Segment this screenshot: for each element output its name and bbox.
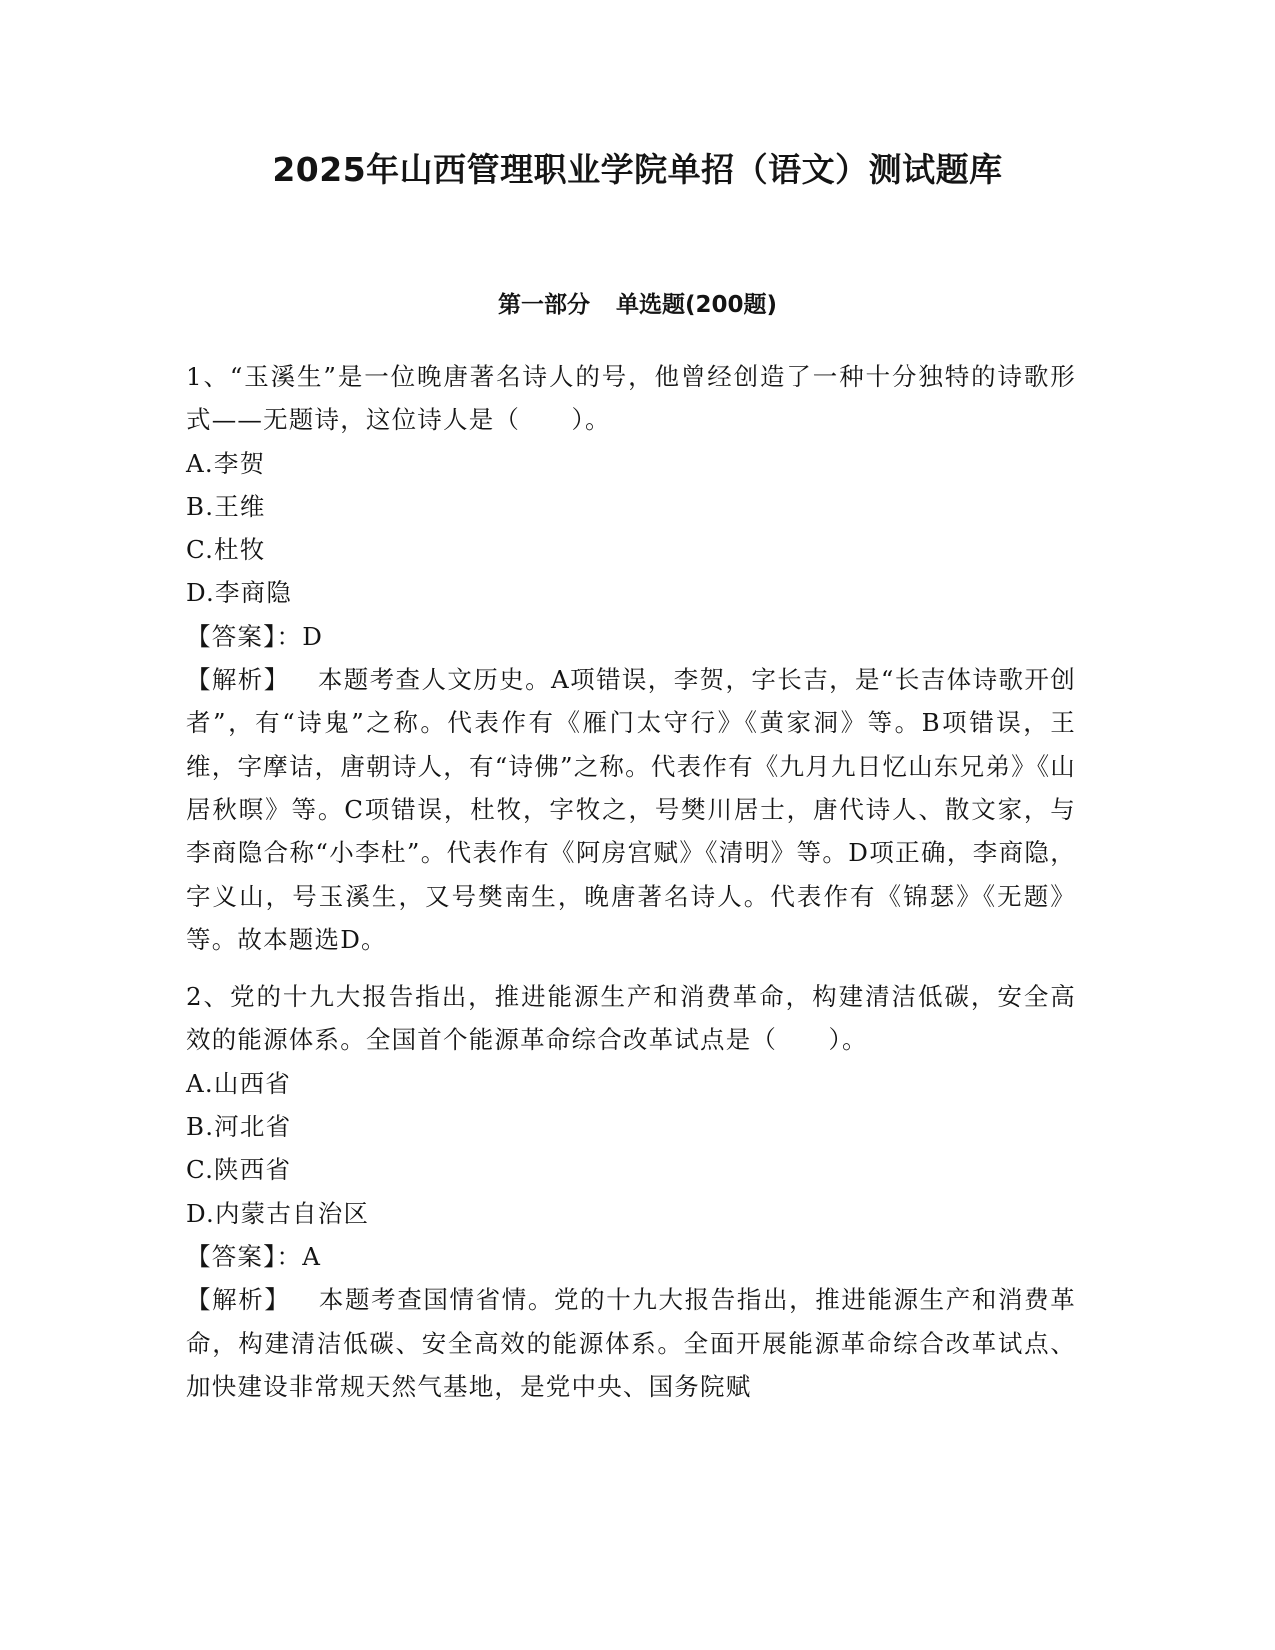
question-option: C.陕西省 [186,1155,292,1185]
answer-label: 【答案】： [186,1241,303,1271]
question-option: B.河北省 [186,1112,292,1142]
question-stem: 2、党的十九大报告指出，推进能源生产和消费革命，构建清洁低碳，安全高效的能源体系。全国首个能源革命综合改革试点是（ ）。 [186,982,1076,1055]
question-option: B.王维 [186,491,266,521]
analysis-label: 【解析】 [186,665,290,695]
question-stem: 1、“玉溪生”是一位晚唐著名诗人的号，他曾经创造了一种十分独特的诗歌形式——无题诗，这位诗人是（ ）。 [186,362,1076,435]
answer-line [186,1235,1076,1278]
question-item [186,975,1076,1408]
analysis-text: 本题考查国情省情。党的十九大报告指出，推进能源生产和消费革命，构建清洁低碳、安全高效的能源体系。全面开展能源革命综合改革试点、加快建设非常规天然气基地，是党中央、国务院赋 [186,1285,1076,1401]
analysis-text: 本题考查人文历史。A项错误，李贺，字长吉，是“长吉体诗歌开创者”，有“诗鬼”之称。代表作有《雁门太守行》《黄家洞》等。B项错误，王维，字摩诘，唐朝诗人，有“诗佛”之称。代表作有《九月九日忆山东兄弟》《山居秋暝》等。C项错误，杜牧，字牧之，号樊川居士，唐代诗人、散文家，与李商隐合称“小李杜”。代表作有《阿房宫赋》《清明》等。D项正确，李商隐，字义山，号玉溪生，又号樊南生，晚唐著名诗人。代表作有《锦瑟》《无题》等。故本题选D。 [186,665,1076,954]
section-name: 单选题(200题) [615,292,778,318]
answer-line [186,615,1076,658]
question-item [186,355,1076,961]
question-option: D.内蒙古自治区 [186,1198,370,1228]
answer-label: 【答案】： [186,621,303,651]
question-option: C.杜牧 [186,535,266,565]
analysis-block [186,658,1076,961]
answer-value: D [302,621,324,651]
analysis-block [186,1278,1076,1408]
section-part: 第一部分 [497,292,590,318]
answer-value: A [302,1241,322,1271]
question-option: D.李商隐 [186,578,293,608]
section-heading [0,290,1275,320]
question-list [186,355,1076,1422]
analysis-label: 【解析】 [186,1285,291,1315]
question-option: A.李贺 [186,448,266,478]
question-option: A.山西省 [186,1068,291,1098]
document-title: 2025年山西管理职业学院单招（语文）测试题库 [272,150,1003,189]
